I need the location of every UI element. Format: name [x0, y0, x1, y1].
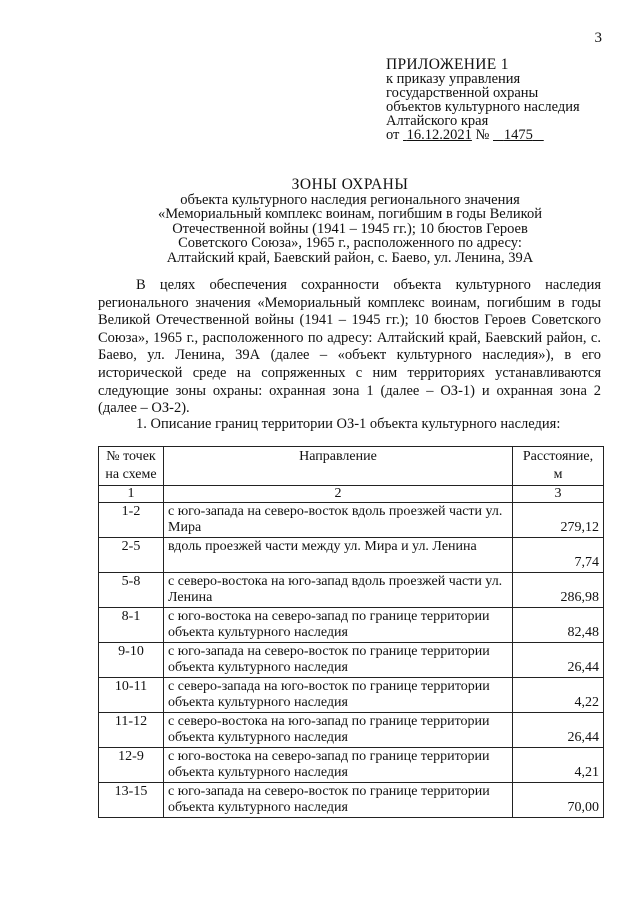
cell-distance: 286,98	[513, 573, 604, 608]
table-row	[99, 573, 604, 608]
cell-distance: 26,44	[513, 713, 604, 748]
cell-direction: вдоль проезжей части между ул. Мира и ул. Ленина	[164, 538, 513, 573]
cell-distance: 70,00	[513, 783, 604, 818]
header-points: № точек на схеме	[99, 447, 164, 486]
cell-points: 13-15	[99, 783, 164, 818]
appendix-line: к приказу управления	[386, 71, 521, 87]
column-number: 3	[513, 486, 604, 503]
table-row	[99, 503, 604, 538]
cell-direction: с юго-запада на северо-восток по границе территории объекта культурного наследия	[164, 783, 513, 818]
cell-points: 10-11	[99, 678, 164, 713]
heading-line: Советского Союза», 1965 г., расположенного по адресу:	[178, 235, 522, 251]
cell-distance: 4,21	[513, 748, 604, 783]
cell-points: 11-12	[99, 713, 164, 748]
cell-direction: с северо-востока на юго-запад по границе территории объекта культурного наследия	[164, 713, 513, 748]
column-number: 1	[99, 486, 164, 503]
order-date: 16.12.2021	[406, 127, 472, 143]
table-row	[99, 608, 604, 643]
appendix-line: объектов культурного наследия	[386, 99, 580, 115]
cell-direction: с юго-запада на северо-восток вдоль проезжей части ул. Мира	[164, 503, 513, 538]
table-row	[99, 678, 604, 713]
cell-direction: с юго-запада на северо-восток по границе территории объекта культурного наследия	[164, 643, 513, 678]
table-row	[99, 538, 604, 573]
table-header-row	[99, 447, 604, 486]
appendix-title: ПРИЛОЖЕНИЕ 1	[386, 56, 509, 73]
cell-direction: с северо-запада на юго-восток по границе территории объекта культурного наследия	[164, 678, 513, 713]
cell-points: 2-5	[99, 538, 164, 573]
body-paragraph	[98, 277, 601, 418]
cell-distance: 4,22	[513, 678, 604, 713]
date-prefix: от	[386, 127, 400, 143]
cell-points: 1-2	[99, 503, 164, 538]
table-row	[99, 713, 604, 748]
cell-points: 5-8	[99, 573, 164, 608]
cell-distance: 26,44	[513, 643, 604, 678]
heading-line: «Мемориальный комплекс воинам, погибшим в годы Великой	[157, 206, 542, 222]
header-direction: Направление	[164, 447, 513, 486]
heading-line: объекта культурного наследия регионального значения	[180, 191, 520, 208]
cell-distance: 82,48	[513, 608, 604, 643]
appendix-line: Алтайского края	[386, 113, 489, 129]
boundary-table	[98, 446, 604, 818]
cell-direction: с юго-востока на северо-запад по границе территории объекта культурного наследия	[164, 748, 513, 783]
paragraph-text: В целях обеспечения сохранности объекта культурного наследия регионального значения «Мемориальный комплекс воинам, погибшим в годы Великой Отечественной войны (1941 – 1945 гг.); 10 бюстов Героев Советского Союза», 1965 г., расположенного по адресу: Алтайский край, Баевский район, с. Баево, ул. Ленина, 39А (далее – «объект культурного наследия»), в его исторической среде на сопряженных с ним территориях устанавливаются следующие зоны охраны: охранная зона 1 (далее – ОЗ-1) и охранная зона 2 (далее – ОЗ-2).	[98, 277, 601, 417]
header-distance: Расстояние, м	[513, 447, 604, 486]
heading-title: ЗОНЫ ОХРАНЫ	[291, 176, 409, 193]
cell-distance: 7,74	[513, 538, 604, 573]
appendix-date-line	[386, 128, 580, 142]
cell-distance: 279,12	[513, 503, 604, 538]
section-item: 1. Описание границ территории ОЗ-1 объекта культурного наследия:	[136, 416, 561, 432]
order-number: 1475	[503, 127, 533, 143]
column-number-row	[99, 486, 604, 503]
cell-direction: с северо-востока на юго-запад вдоль проезжей части ул. Ленина	[164, 573, 513, 608]
table-row	[99, 643, 604, 678]
cell-points: 12-9	[99, 748, 164, 783]
number-prefix: №	[475, 127, 490, 143]
cell-points: 8-1	[99, 608, 164, 643]
table-row	[99, 748, 604, 783]
table-row	[99, 783, 604, 818]
appendix-block	[386, 58, 580, 142]
page-number: 3	[594, 30, 602, 46]
document-heading	[100, 178, 600, 265]
column-number: 2	[164, 486, 513, 503]
cell-direction: с юго-востока на северо-запад по границе территории объекта культурного наследия	[164, 608, 513, 643]
cell-points: 9-10	[99, 643, 164, 678]
heading-line: Алтайский край, Баевский район, с. Баево, ул. Ленина, 39А	[166, 249, 534, 266]
heading-line: Отечественной войны (1941 – 1945 гг.); 10 бюстов Героев	[172, 220, 528, 237]
appendix-line: государственной охраны	[386, 85, 539, 101]
